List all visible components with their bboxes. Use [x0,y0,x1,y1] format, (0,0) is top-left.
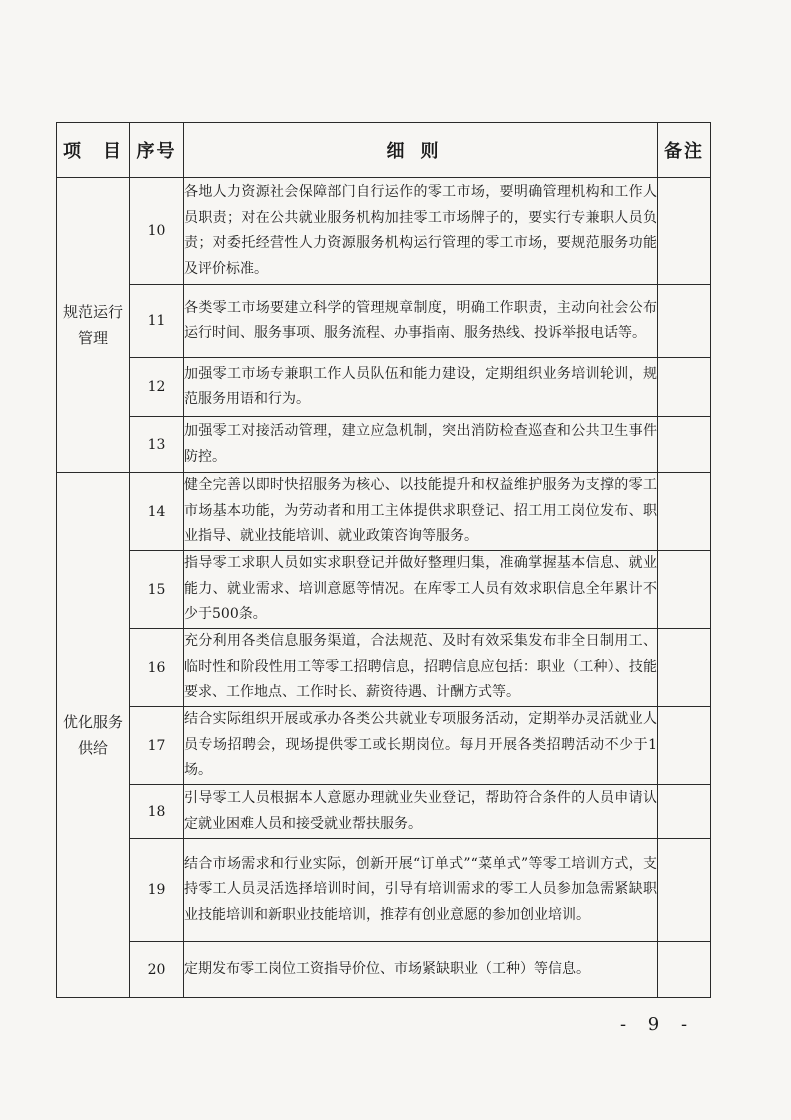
row-detail: 结合市场需求和行业实际，创新开展“订单式”“菜单式”等零工培训方式，支持零工人员灵活选择培训时间，引导有培训需求的零工人员参加急需紧缺职业技能培训和新职业技能培训，推荐有创业意愿的参加创业培训。 [184,839,658,942]
page-number: - 9 - [620,1014,696,1035]
table-row [57,551,711,629]
row-detail: 充分利用各类信息服务渠道，合法规范、及时有效采集发布非全日制用工、临时性和阶段性用工等零工招聘信息，招聘信息应包括：职业（工种）、技能要求、工作地点、工作时长、薪资待遇、计酬方式等。 [184,629,658,707]
header-note: 备注 [658,123,711,178]
row-number: 19 [130,839,184,942]
row-detail: 加强零工市场专兼职工作人员队伍和能力建设，定期组织业务培训轮训，规范服务用语和行为。 [184,358,658,417]
row-number: 18 [130,785,184,839]
header-seq: 序号 [130,123,184,178]
table-row [57,629,711,707]
table-row [57,358,711,417]
header-detail: 细则 [184,123,658,178]
row-detail: 健全完善以即时快招服务为核心、以技能提升和权益维护服务为支撑的零工市场基本功能，为劳动者和用工主体提供求职登记、招工用工岗位发布、职业指导、就业技能培训、就业政策咨询等服务。 [184,473,658,551]
row-detail: 各地人力资源社会保障部门自行运作的零工市场，要明确管理机构和工作人员职责；对在公共就业服务机构加挂零工市场牌子的，要实行专兼职人员负责；对委托经营性人力资源服务机构运行管理的零工市场，要规范服务功能及评价标准。 [184,178,658,285]
row-detail: 结合实际组织开展或承办各类公共就业专项服务活动，定期举办灵活就业人员专场招聘会，现场提供零工或长期岗位。每月开展各类招聘活动不少于1场。 [184,707,658,785]
row-number: 13 [130,417,184,473]
row-note [658,785,711,839]
table-row [57,473,711,551]
row-note [658,707,711,785]
row-note [658,358,711,417]
row-number: 17 [130,707,184,785]
table-header-row [57,123,711,178]
row-note [658,285,711,358]
row-note [658,417,711,473]
header-item: 项 目 [57,123,130,178]
row-note [658,839,711,942]
table-row [57,707,711,785]
rules-table [56,122,711,998]
row-number: 20 [130,942,184,998]
row-number: 11 [130,285,184,358]
row-note [658,473,711,551]
row-note [658,629,711,707]
row-detail: 定期发布零工岗位工资指导价位、市场紧缺职业（工种）等信息。 [184,942,658,998]
row-note [658,178,711,285]
table-row [57,839,711,942]
row-note [658,942,711,998]
table-row [57,417,711,473]
row-detail: 加强零工对接活动管理，建立应急机制，突出消防检查巡查和公共卫生事件防控。 [184,417,658,473]
row-number: 16 [130,629,184,707]
row-detail: 指导零工求职人员如实求职登记并做好整理归集，准确掌握基本信息、就业能力、就业需求、培训意愿等情况。在库零工人员有效求职信息全年累计不少于500条。 [184,551,658,629]
row-number: 14 [130,473,184,551]
row-number: 15 [130,551,184,629]
category-cell: 规范运行管理 [57,178,130,473]
table-row [57,785,711,839]
table-row [57,285,711,358]
table-row [57,178,711,285]
row-note [658,551,711,629]
row-detail: 引导零工人员根据本人意愿办理就业失业登记，帮助符合条件的人员申请认定就业困难人员和接受就业帮扶服务。 [184,785,658,839]
table-row [57,942,711,998]
row-number: 12 [130,358,184,417]
category-cell: 优化服务供给 [57,473,130,998]
row-number: 10 [130,178,184,285]
row-detail: 各类零工市场要建立科学的管理规章制度，明确工作职责，主动向社会公布运行时间、服务事项、服务流程、办事指南、服务热线、投诉举报电话等。 [184,285,658,358]
